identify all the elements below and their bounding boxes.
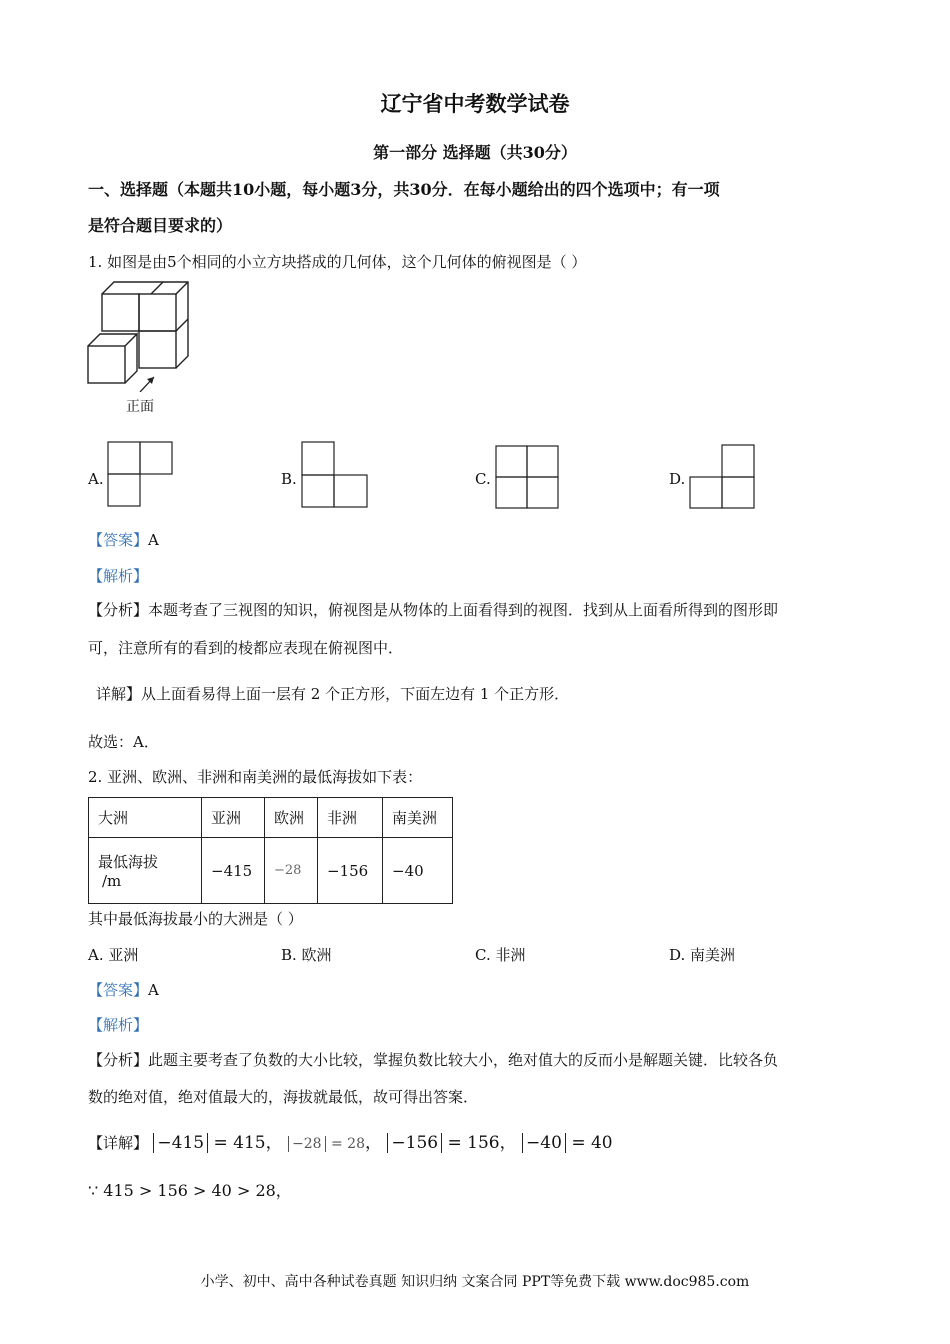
top-view-c (495, 445, 561, 509)
table-cell: −156 (318, 838, 383, 904)
top-view-b (301, 441, 371, 509)
table-cell: −40 (383, 838, 453, 904)
table-header-cell: 南美洲 (383, 798, 453, 838)
table-header-cell: 亚洲 (202, 798, 265, 838)
q2-analysis-line2: 数的绝对值，绝对值最大的，海拔就最低，故可得出答案． (88, 1088, 479, 1106)
q2-question: 其中最低海拔最小的大洲是（ ） (88, 910, 303, 928)
q1-option-c-label: C. (475, 470, 491, 488)
q1-option-b-figure (301, 441, 371, 513)
q1-option-c-figure (495, 445, 561, 513)
q1-option-a-label: A. (88, 470, 104, 488)
elevation-table (88, 797, 453, 904)
table-cell: −415 (202, 838, 265, 904)
q1-choice: 故选：A． (88, 733, 159, 751)
q2-stem: 2. 亚洲、欧洲、非洲和南美洲的最低海拔如下表： (88, 768, 423, 786)
section-heading-line2: 是符合题目要求的） (88, 216, 233, 235)
part-heading: 第一部分 选择题（共30分） (373, 143, 577, 162)
section-heading-line1: 一、选择题（本题共10小题，每小题3分，共30分．在每小题给出的四个选项中；有一项 (88, 180, 720, 199)
q2-analysis-line1: 【分析】此题主要考查了负数的大小比较，掌握负数比较大小，绝对值大的反而小是解题关键．比较各负 (88, 1051, 779, 1069)
q2-detail: 【详解】 −415 = 415， −28 = 28， −156 = 156， −40 = 40 (88, 1133, 613, 1153)
q2-inequality: ∵ 415 > 156 > 40 > 28， (88, 1181, 292, 1200)
q1-analysis-line1: 【分析】本题考查了三视图的知识，俯视图是从物体的上面看得到的视图．找到从上面看所得到的图形即 (88, 601, 779, 619)
q2-option-b: B. 欧洲 (281, 946, 332, 964)
table-header-cell: 欧洲 (265, 798, 318, 838)
cube-stack-diagram (84, 280, 194, 392)
q1-cube-figure (84, 280, 194, 392)
table-row (89, 838, 453, 904)
q1-jiexi-tag: 【解析】 (88, 567, 149, 585)
q1-option-b-label: B. (281, 470, 297, 488)
q2-option-a: A. 亚洲 (88, 946, 139, 964)
q1-analysis-line2: 可，注意所有的看到的棱都应表现在俯视图中． (88, 639, 404, 657)
table-header-row (89, 798, 453, 838)
q2-option-c: C. 非洲 (475, 946, 526, 964)
q1-detail: 详解】从上面看易得上面一层有 2 个正方形，下面左边有 1 个正方形． (96, 685, 570, 703)
q1-option-d-label: D. (669, 470, 686, 488)
q1-stem: 1. 如图是由5个相同的小立方块搭成的几何体，这个几何体的俯视图是（ ） (88, 253, 587, 271)
page-title: 辽宁省中考数学试卷 (380, 91, 570, 116)
top-view-d (689, 444, 757, 510)
page-footer: 小学、初中、高中各种试卷真题 知识归纳 文案合同 PPT等免费下载 www.doc985.com (200, 1274, 750, 1290)
q2-jiexi-tag: 【解析】 (88, 1016, 149, 1034)
q1-option-d-figure (689, 444, 757, 514)
table-row-label: 最低海拔 /m (89, 838, 202, 904)
table-cell: −28 (265, 838, 318, 904)
q1-answer: 【答案】A (88, 531, 159, 549)
table-header-cell: 非洲 (318, 798, 383, 838)
q2-answer: 【答案】A (88, 981, 159, 999)
q2-option-d: D. 南美洲 (669, 946, 736, 964)
table-header-cell: 大洲 (89, 798, 202, 838)
front-view-label: 正面 (126, 399, 154, 415)
top-view-a (107, 441, 175, 509)
q1-option-a-figure (107, 441, 175, 513)
